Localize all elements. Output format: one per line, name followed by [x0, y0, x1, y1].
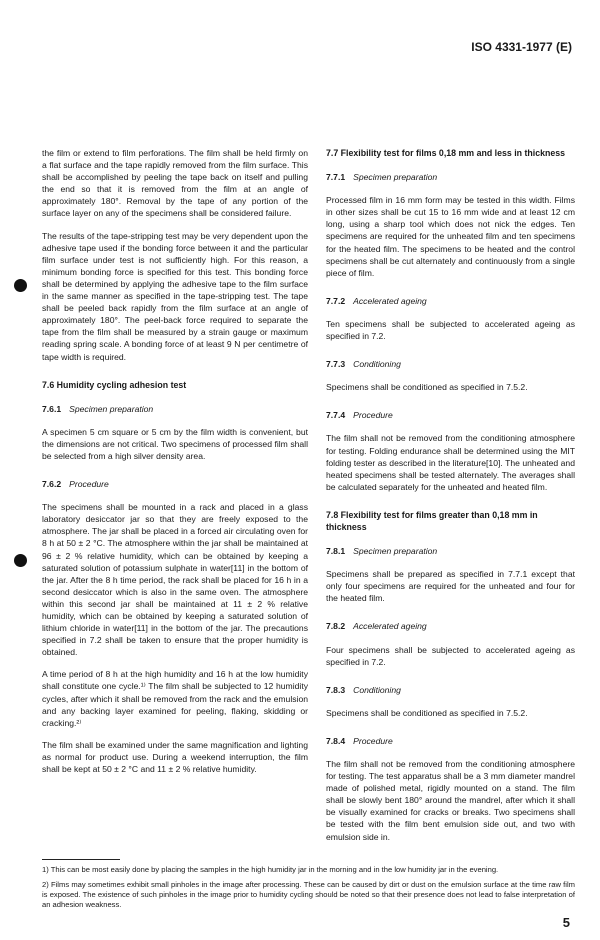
text-columns: [42, 147, 575, 853]
page-number: 5: [562, 914, 570, 930]
section-heading-7-8: 7.8 Flexibility test for films greater than 0,18 mm in thickness: [326, 509, 538, 532]
paragraph: Specimens shall be conditioned as specified in 7.5.2.: [326, 707, 528, 718]
punch-hole: [14, 279, 27, 292]
left-column: [42, 147, 308, 785]
footnote-divider: [42, 859, 120, 860]
section-title: Accelerated ageing: [353, 295, 427, 306]
section-heading-7-7: 7.7 Flexibility test for films 0,18 mm and less in thickness: [326, 148, 566, 158]
subsection-heading-7-8-4: [326, 735, 575, 747]
paragraph: Specimens shall be conditioned as specified in 7.5.2.: [326, 382, 528, 393]
subsection-heading-7-6-1: [42, 403, 308, 415]
subsection-heading-7-7-4: [326, 409, 575, 421]
right-column: [326, 147, 575, 853]
section-number: 7.7.2: [326, 295, 346, 306]
section-title: Procedure: [69, 479, 109, 490]
paragraph: The film shall not be removed from the conditioning atmosphere for testing. Folding endurance shall be determined using the MIT folding tester as described in the literature[10]. The unheated and heated specimens shall be tested alternately. The averages shall be calculated separately for the unheated and heated film.: [326, 433, 575, 492]
section-number: 7.8.4: [326, 735, 346, 746]
punch-hole: [14, 554, 27, 567]
section-number: 7.6.1: [42, 403, 62, 414]
paragraph: The film shall be examined under the same magnification and lighting as normal for product use. During a weekend interruption, the film shall be kept at 50 ± 2 °C and 11 ± 2 % relative humidity.: [42, 739, 308, 775]
section-number: 7.8.1: [326, 546, 346, 557]
subsection-heading-7-6-2: [42, 478, 308, 490]
section-title: Specimen preparation: [69, 403, 154, 414]
paragraph: Four specimens shall be subjected to accelerated ageing as specified in 7.2.: [326, 644, 575, 667]
section-heading-7-6: 7.6 Humidity cycling adhesion test: [42, 379, 187, 390]
section-number: 7.7.3: [326, 359, 346, 370]
subsection-heading-7-8-1: [326, 545, 575, 557]
paragraph: Ten specimens shall be subjected to accelerated ageing as specified in 7.2.: [326, 318, 575, 342]
section-title: Procedure: [353, 410, 393, 421]
subsection-heading-7-7-1: [326, 171, 575, 183]
subsection-heading-7-7-3: [326, 358, 575, 370]
section-number: 7.6.2: [42, 479, 62, 490]
section-title: Specimen preparation: [353, 172, 438, 183]
paragraph: The results of the tape-stripping test may be very dependent upon the adhesive tape used if the bonding force between it and the particular film surface under test is not sufficiently high. For this reason, a minimum bonding force is specified for this test. This bonding force shall be determined by applying the adhesive tape to the film surface in the same manner as specified in the tape-stripping test. The tape shall be peeled back rapidly from the film surface at an angle of approximately 180°. The peel-back force required to separate the tape from the film shall be measured by a strain gauge or maximum reading spring scale. A bonding force of at least 9 N per centimetre of tape width is required.: [42, 230, 308, 362]
footnote-1: 1) This can be most easily done by placing the samples in the high humidity jar in the morning and in the low humidity jar in the evening.: [42, 864, 499, 874]
paragraph: A specimen 5 cm square or 5 cm by the film width is convenient, but the dimensions are not critical. Two specimens of processed film shall be selected from a high silver density area.: [42, 426, 308, 461]
section-title: Conditioning: [353, 359, 401, 370]
section-title: Accelerated ageing: [353, 621, 427, 632]
subsection-heading-7-7-2: [326, 295, 575, 307]
section-title: Procedure: [353, 735, 393, 746]
section-number: 7.7.1: [326, 172, 346, 183]
paragraph: Specimens shall be prepared as specified in 7.7.1 except that only four specimens are required for the unheated and four for the heated film.: [326, 569, 575, 604]
paragraph: the film or extend to film perforations. The film shall be held firmly on a flat surface and the tape rapidly removed from the film surface. This shall be accomplished by peeling the tape back on itself and pulling the end so that it is removed from the film at an angle of approximately 180°. Removal by the tape of any portion of the surface layer on any of the specimens shall be considered failure.: [42, 148, 308, 219]
document-header: ISO 4331-1977 (E): [471, 40, 572, 54]
section-number: 7.8.2: [326, 621, 346, 632]
subsection-heading-7-8-3: [326, 684, 575, 696]
section-number: 7.7.4: [326, 410, 346, 421]
section-number: 7.8.3: [326, 684, 346, 695]
subsection-heading-7-8-2: [326, 620, 575, 632]
paragraph: The film shall not be removed from the conditioning atmosphere for testing. The test apparatus shall be a 3 mm diameter mandrel made of polished metal, rigidly mounted on a stand. The film shall be slowly bent 180° around the mandrel, after which it shall be visually examined for cracks or breaks. Two specimens shall be tested with the film bent emulsion side out, and two with emulsion side in.: [326, 759, 575, 842]
section-title: Conditioning: [353, 684, 401, 695]
section-title: Specimen preparation: [353, 546, 438, 557]
paragraph: A time period of 8 h at the high humidity and 16 h at the low humidity shall constitute one cycle.¹⁾ The film shall be subjected to 12 humidity cycles, after which it shall be removed from the rack and the emulsion and any backing layer examined for peeling, flaking, skidding or cracking.²⁾: [42, 669, 308, 728]
footnote-2: 2) Films may sometimes exhibit small pinholes in the image after processing. These can be caused by dirt or dust on the emulsion surface at the time raw film is exposed. The existence of such pinholes in the image prior to humidity cycling should be noted so that their presence does not lead to false interpretation of an adhesion weakness.: [42, 879, 575, 909]
paragraph: Processed film in 16 mm form may be tested in this width. Films in other sizes shall be cut 15 to 16 mm wide and at least 12 cm long, using a sharp tool which does not nick the edges. Ten specimens are required for the unheated film and ten specimens for the heated film. The specimens to be heated and the control specimens shall be cut alternately and continuously from a single piece of film.: [326, 195, 575, 278]
paragraph: The specimens shall be mounted in a rack and placed in a glass laboratory desiccator jar so that they are freely exposed to the atmosphere. The jar shall be placed in a forced air circulating oven for 8 h at 50 ± 2 °C. The atmosphere within the jar shall be maintained at 96 ± 2 % relative humidity, which can be obtained by keeping a saturated solution of potassium sulphate in water[11] in the bottom of the jar. After the 8 h time period, the rack shall be placed for 16 h in a second desiccator which is also in the same oven. The atmosphere within this second jar shall be maintained at 11 ± 2 % relative humidity, which can be obtained by keeping a saturated solution of lithium chloride in water[11] in the bottom of the jar. The precautions specified in 7.2 shall be taken to ensure that the proper humidity is obtained.: [42, 502, 308, 658]
